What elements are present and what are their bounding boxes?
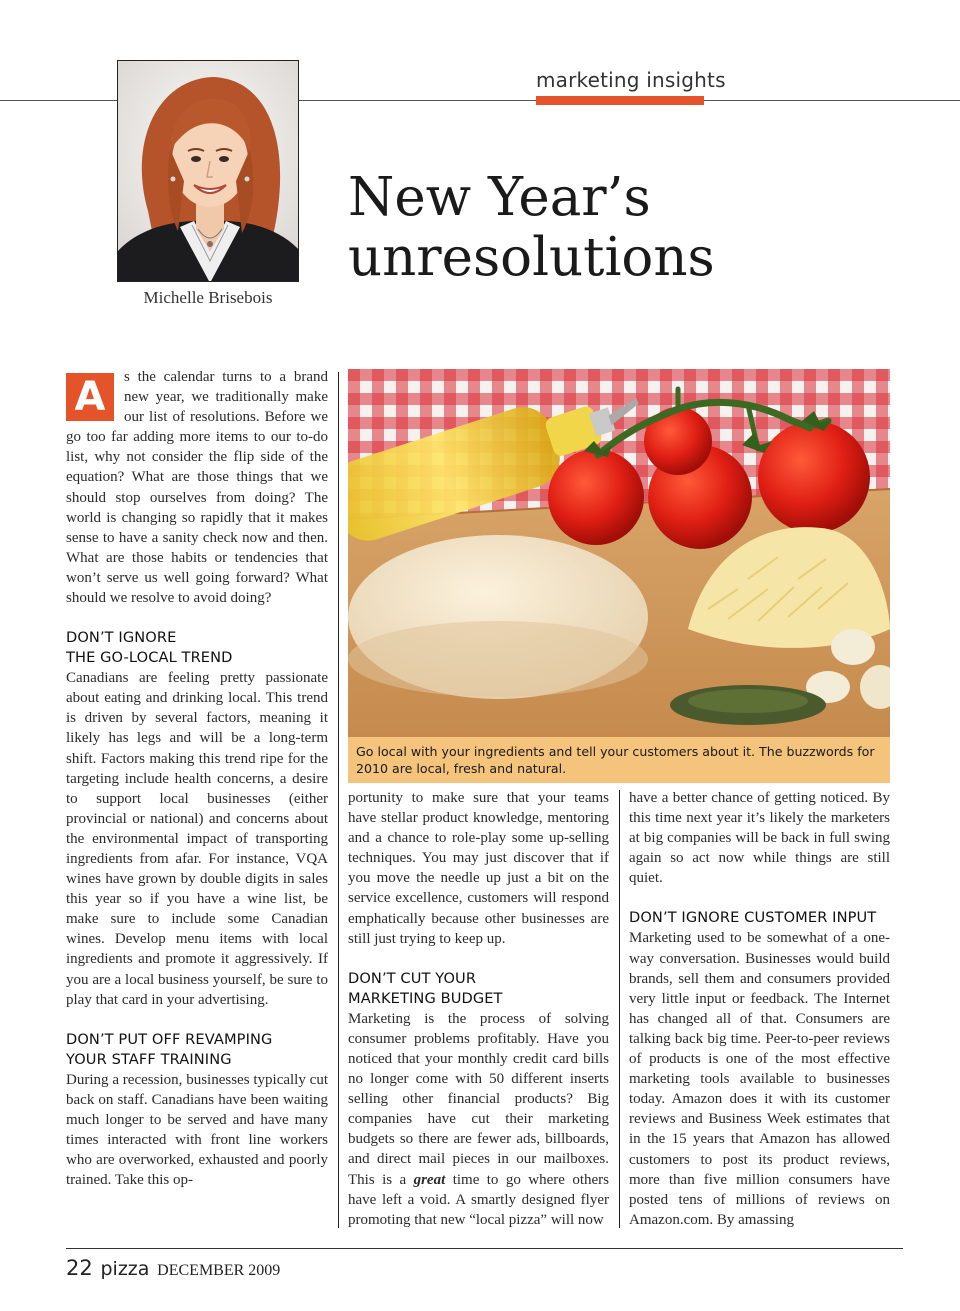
column-divider — [338, 372, 339, 1228]
drop-cap: A — [66, 373, 114, 421]
section-heading-line: THE GO-LOCAL TREND — [66, 649, 233, 667]
section-heading-line: MARKETING BUDGET — [348, 989, 503, 1007]
article-column-3 — [629, 788, 890, 1228]
body-text: time to go where others have left a void. A smartly designed flyer promoting that new “local pizza” will now — [348, 1171, 609, 1228]
headline-line-1: New Year’s — [348, 167, 651, 228]
section-heading — [66, 1030, 328, 1070]
section-body: have a better chance of getting noticed. By this time next year it’s likely the marketers at big companies will be back in full swing again so act now while things are still quiet. — [629, 790, 890, 887]
magazine-name: pizza — [100, 1258, 150, 1280]
section-body: portunity to make sure that your teams have stellar product knowledge, mentoring and a chance to role-play some up-selling techniques. You may just discover that if you move the needle up just a bit on the service excellence, customers will respond emphatically because other businesses are still just trying to keep up. — [348, 790, 609, 947]
body-text: Marketing is the process of solving consumer problems profitably. Have you noticed that your monthly credit card bills no longer come with 50 different inserts selling other financial products? Big companies have cut their marketing budgets so there are fewer ads, billboards, and direct mail pieces in our mailboxes. This is a — [348, 1010, 609, 1188]
page-footer — [66, 1256, 280, 1280]
article-photo — [348, 369, 890, 737]
section-body: Marketing used to be somewhat of a one-way conversation. Businesses would build brands, sell them and consumers provided very little input or feedback. The Internet has changed all of that. Consumers are talking back big time. Peer-to-peer reviews of products is one of the most effective marketing tools available to businesses today. Amazon does it with its customer reviews and Business Week estimates that in the 15 years that Amazon has allowed customers to post its product reviews, more than five million consumers have posted tens of millions of reviews on Amazon.com. By amassing — [629, 930, 890, 1228]
intro-paragraph — [66, 367, 328, 608]
headline-line-2: unresolutions — [348, 227, 715, 288]
author-photo — [117, 60, 299, 282]
section-body — [348, 1009, 609, 1230]
section-heading — [66, 628, 328, 668]
author-byline: Michelle Brisebois — [143, 288, 273, 307]
section-heading-line: DON’T CUT YOUR — [348, 969, 477, 987]
section-heading-line: DON’T IGNORE CUSTOMER INPUT — [629, 909, 877, 927]
section-tag: marketing insights — [536, 68, 726, 92]
section-heading-line: YOUR STAFF TRAINING — [66, 1050, 232, 1068]
section-body: During a recession, businesses typically cut back on staff. Canadians have been waiting much longer to be served and have many times interacted with front line workers who are overworked, exhausted and poorly trained. Take this op- — [66, 1071, 328, 1189]
page-number: 22 — [66, 1256, 93, 1280]
section-accent-bar — [536, 96, 704, 105]
section-heading-line: DON’T IGNORE — [66, 629, 177, 647]
bottom-rule — [66, 1248, 903, 1249]
section-heading — [348, 969, 609, 1009]
emphasis-text: great — [413, 1171, 446, 1188]
section-heading — [629, 908, 890, 928]
article-headline — [348, 168, 908, 288]
column-divider — [619, 790, 620, 1228]
section-body: Canadians are feeling pretty passionate about eating and drinking local. This trend is driven by several factors, meaning it likely has legs and will be a long-term shift. Factors making this trend ripe for the targeting include health concerns, a desire to support local businesses (either provincial or national) and concerns about the environmental impact of transporting ingredients from afar. For instance, VQA wines have grown by double digits in sales this year so if you have a wine list, be make sure to include some Canadian wines. Develop menu items with local ingredients and promote it aggressively. If you are a local business yourself, be sure to play that card in your advertising. — [66, 670, 328, 1008]
intro-text: s the calendar turns to a brand new year, we traditionally make our list of resolutions. Before we go too far adding more items to our to-do list, why not consider the flip side of the equation? What are those things that we should stop ourselves from doing? The world is changing so rapidly that it makes sense to have a sanity check now and then. What are those habits or tendencies that won’t serve us well going forward? What should we resolve to avoid doing? — [66, 369, 328, 607]
article-column-1 — [66, 367, 328, 1229]
section-heading-line: DON’T PUT OFF REVAMPING — [66, 1030, 273, 1048]
photo-caption: Go local with your ingredients and tell your customers about it. The buzzwords for 2010 are local, fresh and natural. — [348, 737, 890, 783]
issue-date: DECEMBER 2009 — [157, 1262, 281, 1279]
article-column-2 — [348, 788, 609, 1228]
